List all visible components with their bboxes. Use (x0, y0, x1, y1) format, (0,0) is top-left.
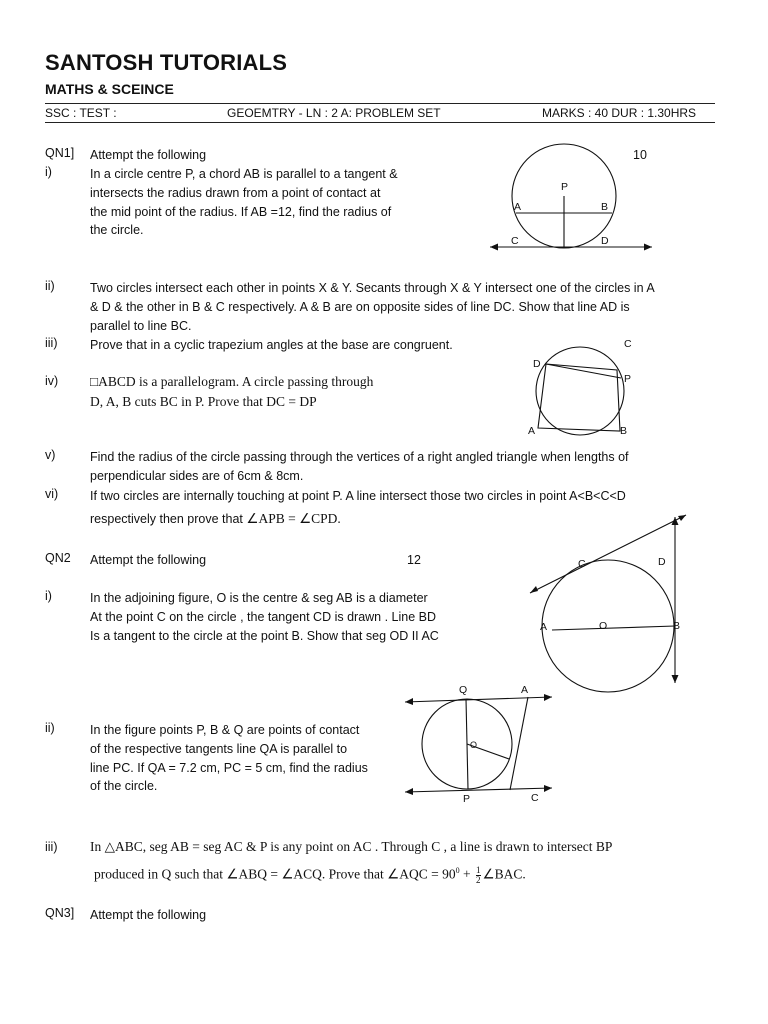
text-line: line PC. If QA = 7.2 cm, PC = 5 cm, find the radius (90, 760, 368, 775)
label-c: C (511, 235, 519, 247)
label-q: Q (459, 684, 468, 696)
qn1-marks: 10 (633, 148, 647, 162)
segment-dp (546, 364, 621, 378)
qn1-iii-num: iii) (45, 336, 58, 350)
text-span: ∠BAC. (482, 866, 526, 882)
qn2-heading: Attempt the following (90, 553, 207, 567)
qn1-v-num: v) (45, 448, 56, 462)
label-p: P (561, 181, 569, 193)
label-a: A (521, 684, 529, 696)
text-line: of the respective tangents line QA is parallel to (90, 741, 348, 756)
circle (542, 560, 674, 692)
qn1-iv-text (90, 372, 373, 412)
parallelogram (538, 364, 620, 431)
label-a: A (514, 201, 522, 213)
qn1-vi-num: vi) (45, 487, 59, 501)
degree-superscript: 0 (455, 866, 460, 875)
text-line: In a circle centre P, a chord AB is parallel to a tangent & (90, 167, 398, 181)
figure-chord-tangent (480, 140, 670, 260)
text-line: In the adjoining figure, O is the centre & seg AB is a diameter (90, 591, 428, 605)
header-bottom-rule (45, 122, 715, 123)
topic-label: GEOEMTRY - LN : 2 A: PROBLEM SET (227, 106, 441, 120)
qn1-v-text (90, 448, 629, 486)
fraction-numerator: 1 (476, 864, 481, 875)
class-test-label: SSC : TEST : (45, 106, 117, 120)
diameter-ab (552, 626, 675, 630)
label-a: A (540, 621, 548, 633)
tangent-qa (405, 697, 552, 702)
subject-subtitle: MATHS & SCEINCE (45, 81, 174, 97)
figure-parallel-tangents (400, 680, 570, 810)
qn1-iii-text: Prove that in a cyclic trapezium angles at the base are congruent. (90, 338, 453, 352)
label-d: D (658, 556, 666, 568)
label-a: A (528, 425, 536, 437)
arrowheads (405, 694, 552, 795)
label-c: C (624, 338, 632, 350)
text-line: & D & the other in B & C respectively. A & B are on opposite sides of line DC. Show that line AD is (90, 299, 630, 314)
text-line: Is a tangent to the circle at the point B. Show that seg OD II AC (90, 628, 439, 643)
fraction-denominator: 2 (476, 874, 481, 885)
label-b: B (601, 201, 609, 213)
plus-sign: + (459, 866, 475, 882)
institute-title: SANTOSH TUTORIALS (45, 50, 288, 75)
qn2-label: QN2 (45, 551, 71, 565)
text-line: intersects the radius drawn from a point of contact at (90, 185, 381, 200)
marks-duration-label: MARKS : 40 DUR : 1.30HRS (542, 106, 697, 120)
text-line: perpendicular sides are of 6cm & 8cm. (90, 468, 304, 483)
qn1-label: QN1] (45, 146, 75, 160)
text-line: Find the radius of the circle passing through the vertices of a right angled triangle when lengths of (90, 450, 629, 464)
label-o: O (599, 620, 608, 632)
qn2-i-num: i) (45, 589, 52, 603)
text-line: the circle. (90, 223, 144, 238)
text-line: parallel to line BC. (90, 318, 192, 333)
text-span: respectively then prove that (90, 511, 247, 526)
math-expression: ∠APB = ∠CPD. (246, 510, 341, 526)
qn2-ii-text (90, 721, 368, 796)
qn3-heading: Attempt the following (90, 908, 207, 922)
qn2-iii-line2 (94, 862, 526, 885)
figure-diameter-tangents (520, 505, 700, 700)
text-line: In the figure points P, B & Q are points of contact (90, 723, 360, 737)
label-b: B (673, 620, 681, 632)
qn2-ii-num: ii) (45, 721, 55, 735)
qn3-label: QN3] (45, 906, 75, 920)
tangent-ac (510, 697, 528, 790)
qn1-heading: Attempt the following (90, 148, 207, 162)
text-line: the mid point of the radius. If AB =12, find the radius of (90, 204, 392, 219)
fraction-half (476, 866, 481, 885)
qn1-iv-num: iv) (45, 374, 59, 388)
text-line: Two circles intersect each other in points X & Y. Secants through X & Y intersect one of the circles in A (90, 281, 655, 295)
text-line: of the circle. (90, 779, 158, 794)
circle (536, 347, 624, 435)
qn2-iii-num: iii) (45, 840, 58, 854)
qn1-ii-text (90, 279, 655, 335)
text-span: produced in Q such that ∠ABQ = ∠ACQ. Prove that ∠AQC = 90 (94, 866, 456, 882)
arrowheads (530, 515, 686, 683)
tangent-pc (405, 788, 552, 792)
label-c: C (531, 792, 539, 804)
text-line: □ABCD is a parallelogram. A circle passing through (90, 374, 374, 389)
qn1-ii-num: ii) (45, 279, 55, 293)
tangent-line (530, 515, 686, 593)
header-top-rule (45, 103, 715, 104)
label-p: P (463, 793, 471, 805)
label-b: B (620, 425, 628, 437)
text-line: If two circles are internally touching at point P. A line intersect those two circles in point A<B<C<D (90, 489, 626, 503)
qn2-iii-line1: In △ABC, seg AB = seg AC & P is any point on AC . Through C , a line is drawn to intersect BP (90, 839, 613, 854)
label-o: O (470, 740, 478, 750)
label-p: P (624, 373, 632, 385)
qn2-i-text (90, 589, 439, 645)
figure-parallelogram-circle (520, 334, 640, 444)
qn1-i-text (90, 165, 398, 240)
label-c: C (578, 558, 586, 570)
text-line: D, A, B cuts BC in P. Prove that DC = DP (90, 394, 317, 409)
qn1-i-num: i) (45, 165, 52, 179)
label-d: D (601, 235, 609, 247)
qn2-marks: 12 (407, 553, 421, 567)
text-line: At the point C on the circle , the tangent CD is drawn . Line BD (90, 609, 437, 624)
label-d: D (533, 358, 541, 370)
